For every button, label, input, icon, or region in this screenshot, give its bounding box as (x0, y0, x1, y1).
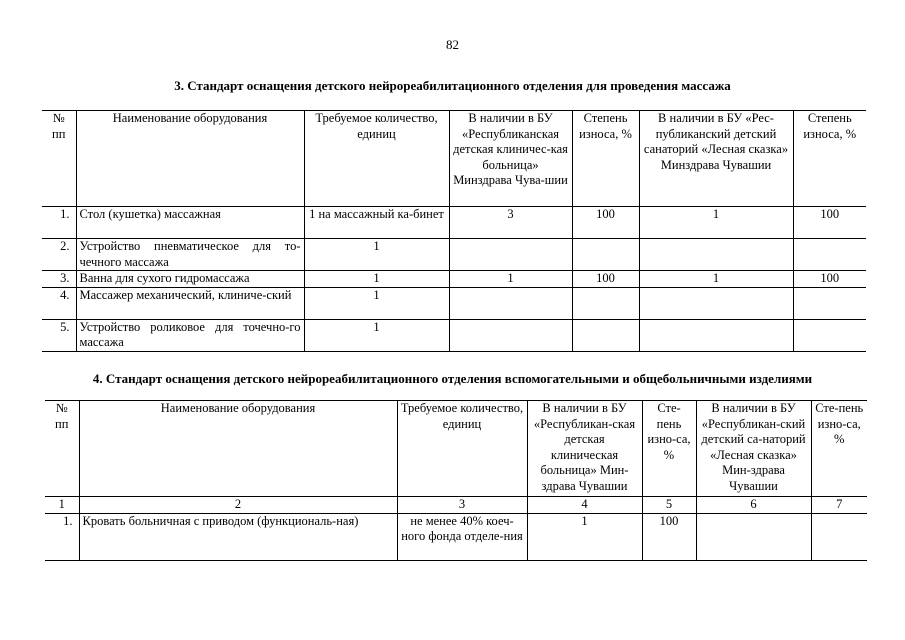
cell-required: 1 (304, 319, 449, 351)
page-number: 82 (446, 37, 459, 52)
cell-required: 1 (304, 271, 449, 288)
header-num: № пп (42, 111, 76, 207)
cell-wear (572, 287, 639, 319)
cell-num: 4. (42, 287, 76, 319)
header-avail-sanatorium: В наличии в БУ «Республикан-ский детский са-наторий «Лесная сказка» Мин-здрава Чувашии (696, 401, 811, 497)
header-name: Наименование оборудования (79, 401, 397, 497)
cell-avail-hospital: 1 (527, 513, 642, 560)
cell-avail-hospital (449, 319, 572, 351)
column-number: 4 (527, 497, 642, 514)
cell-num: 3. (42, 271, 76, 288)
cell-name: Ванна для сухого гидромассажа (76, 271, 304, 288)
cell-avail-sanatorium (696, 513, 811, 560)
cell-wear (811, 513, 867, 560)
header-wear: Степень износа, % (793, 111, 866, 207)
header-num: № пп (45, 401, 79, 497)
column-number-row (45, 497, 867, 514)
cell-name: Кровать больничная с приводом (функциональ-ная) (79, 513, 397, 560)
header-avail-sanatorium: В наличии в БУ «Рес-публиканский детский санаторий «Лесная сказка» Минздрава Чувашии (639, 111, 793, 207)
cell-required: 1 (304, 287, 449, 319)
table-row (42, 207, 866, 239)
cell-name: Устройство пневматическое для то-чечного массажа (76, 239, 304, 271)
section3-table (42, 110, 866, 352)
cell-name: Стол (кушетка) массажная (76, 207, 304, 239)
section4-table (45, 400, 867, 561)
cell-wear: 100 (793, 271, 866, 288)
cell-wear: 100 (572, 271, 639, 288)
cell-num: 1. (42, 207, 76, 239)
header-avail-hospital: В наличии в БУ «Республиканская детская клиничес-кая больница» Минздрава Чува-шии (449, 111, 572, 207)
header-avail-hospital: В наличии в БУ «Республикан-ская детская клиническая больница» Мин-здрава Чувашии (527, 401, 642, 497)
table-row (42, 239, 866, 271)
column-number: 3 (397, 497, 527, 514)
cell-wear (793, 319, 866, 351)
cell-wear (793, 287, 866, 319)
header-required: Требуемое количество, единиц (304, 111, 449, 207)
header-name: Наименование оборудования (76, 111, 304, 207)
section3-title: 3. Стандарт оснащения детского нейрореабилитационного отделения для проведения массажа (174, 78, 731, 93)
cell-name: Устройство роликовое для точечно-го массажа (76, 319, 304, 351)
cell-avail-sanatorium: 1 (639, 207, 793, 239)
table-row (45, 513, 867, 560)
cell-avail-sanatorium (639, 319, 793, 351)
header-wear: Степень износа, % (572, 111, 639, 207)
cell-wear: 100 (572, 207, 639, 239)
cell-wear (572, 319, 639, 351)
cell-wear (793, 239, 866, 271)
table-row (42, 271, 866, 288)
cell-avail-hospital (449, 287, 572, 319)
cell-name: Массажер механический, клиниче-ский (76, 287, 304, 319)
column-number: 5 (642, 497, 696, 514)
cell-num: 2. (42, 239, 76, 271)
cell-avail-hospital: 3 (449, 207, 572, 239)
column-number: 2 (79, 497, 397, 514)
table-row (42, 287, 866, 319)
header-wear: Сте-пень изно-са, % (642, 401, 696, 497)
cell-avail-sanatorium: 1 (639, 271, 793, 288)
cell-avail-hospital (449, 239, 572, 271)
table-header-row (42, 111, 866, 207)
cell-num: 1. (45, 513, 79, 560)
cell-required: 1 (304, 239, 449, 271)
cell-avail-hospital: 1 (449, 271, 572, 288)
section4-title: 4. Стандарт оснащения детского нейрореабилитационного отделения вспомогательными и общебольничными изделиями (92, 371, 813, 386)
header-required: Требуемое количество, единиц (397, 401, 527, 497)
cell-required: не менее 40% коеч-ного фонда отделе-ния (397, 513, 527, 560)
cell-wear (572, 239, 639, 271)
cell-wear: 100 (793, 207, 866, 239)
cell-num: 5. (42, 319, 76, 351)
column-number: 1 (45, 497, 79, 514)
cell-wear: 100 (642, 513, 696, 560)
header-wear: Сте-пень изно-са, % (811, 401, 867, 497)
table-header-row (45, 401, 867, 497)
column-number: 6 (696, 497, 811, 514)
cell-required: 1 на массажный ка-бинет (304, 207, 449, 239)
column-number: 7 (811, 497, 867, 514)
table-row (42, 319, 866, 351)
cell-avail-sanatorium (639, 287, 793, 319)
cell-avail-sanatorium (639, 239, 793, 271)
